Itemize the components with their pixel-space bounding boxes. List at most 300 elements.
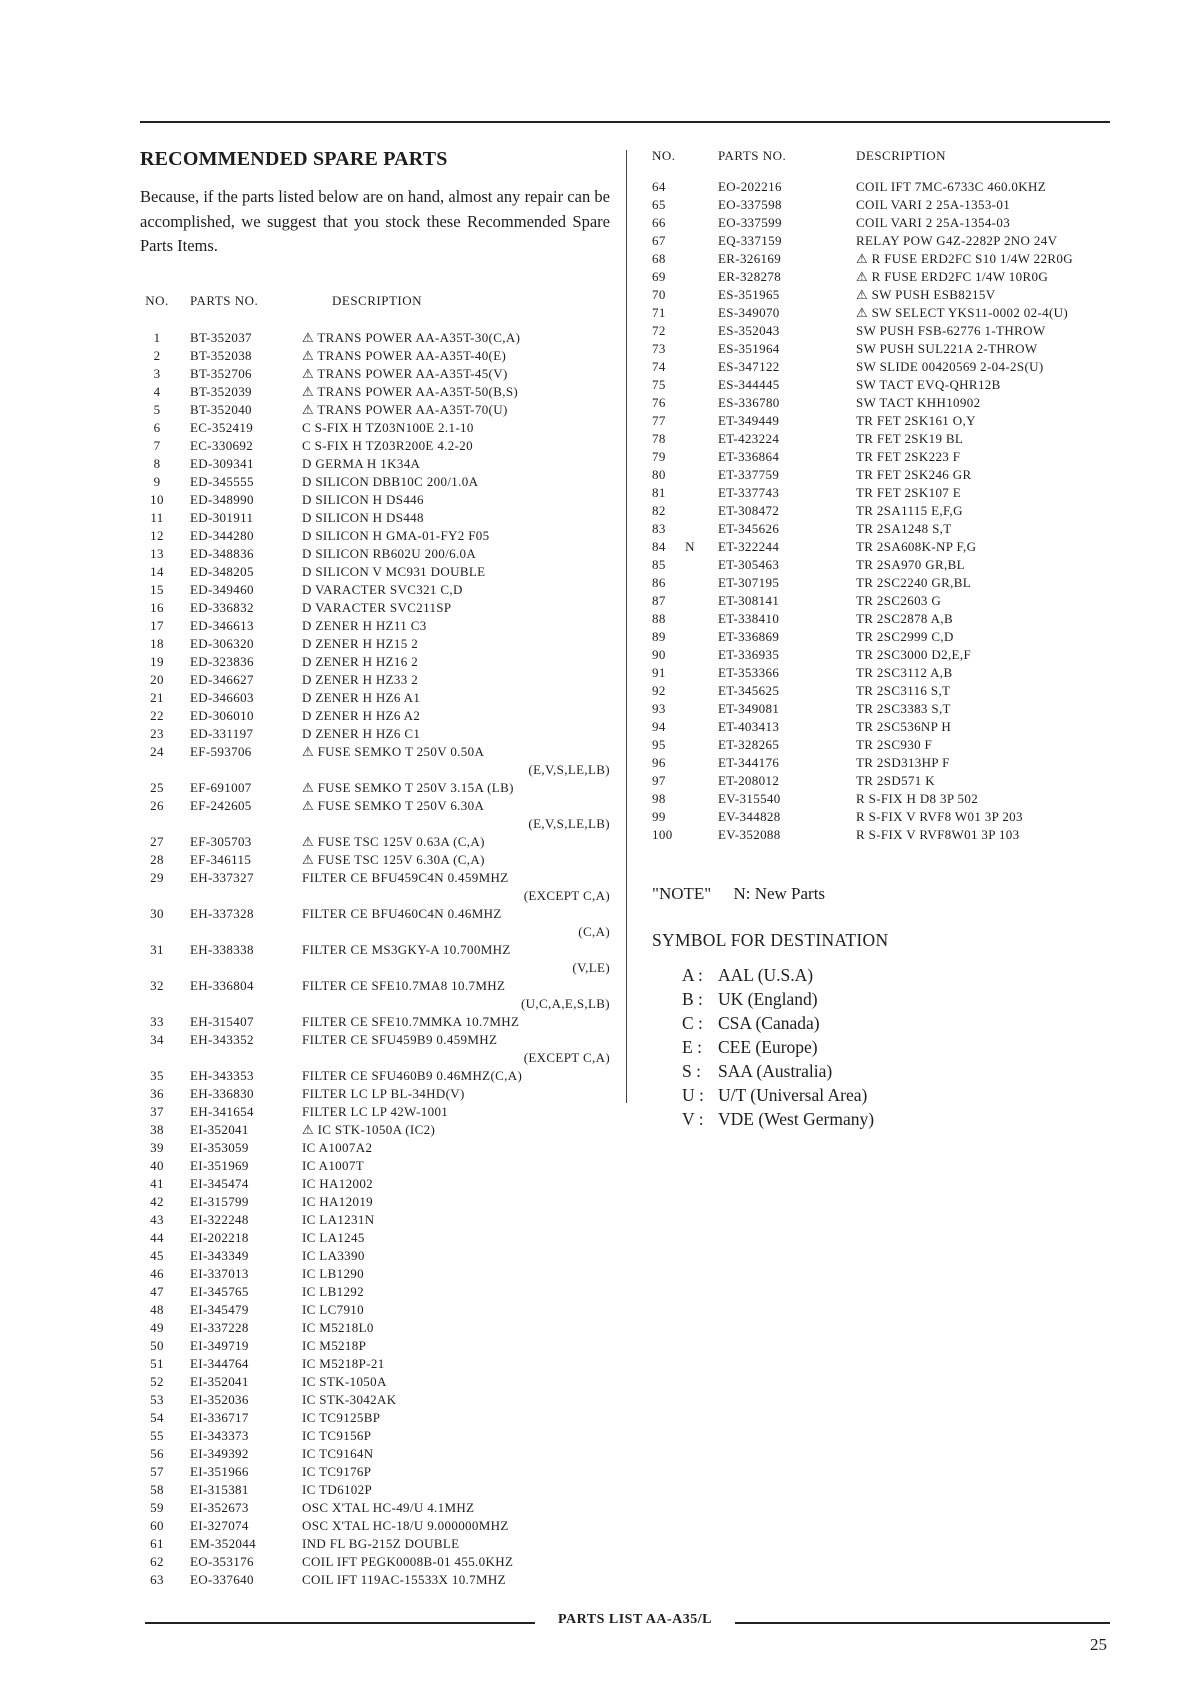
row-part-number: EQ-337159 — [718, 233, 782, 248]
top-rule — [140, 121, 1110, 123]
row-flag — [682, 718, 698, 736]
row-part-number: ET-338410 — [718, 611, 780, 626]
row-number: 18 — [150, 635, 164, 651]
row-description-text: ⚠ TRANS POWER AA-A35T-50(B,S) — [302, 383, 519, 399]
row-part-number: ED-309341 — [190, 455, 254, 471]
row-description — [302, 1373, 610, 1391]
row-number: 5 — [153, 401, 161, 417]
table-row — [652, 610, 1112, 628]
row-description-text: TR 2SA1248 S,T — [856, 521, 952, 536]
row-part-number: EO-337640 — [190, 1571, 254, 1587]
row-number: 100 — [652, 827, 673, 842]
row-flag — [174, 1553, 190, 1571]
row-flag — [682, 430, 698, 448]
row-part-number: BT-352038 — [190, 347, 252, 363]
row-part-number: EI-352041 — [190, 1373, 249, 1389]
table-row — [140, 977, 610, 1013]
row-flag — [174, 797, 190, 833]
row-description-text: ⚠ FUSE TSC 125V 6.30A (C,A) — [302, 851, 485, 867]
row-flag — [682, 556, 698, 574]
row-flag — [682, 754, 698, 772]
row-part-number: ET-336869 — [718, 629, 780, 644]
row-part-number: EI-345474 — [190, 1175, 249, 1191]
row-part-number: ED-346627 — [190, 671, 254, 687]
row-part-number: EO-337598 — [718, 197, 782, 212]
row-flag — [682, 592, 698, 610]
row-description-text: TR 2SC2603 G — [856, 593, 942, 608]
row-number: 39 — [150, 1139, 164, 1155]
row-part-number: EH-337327 — [190, 869, 254, 885]
row-description — [830, 610, 1112, 628]
row-description-text: IC M5218L0 — [302, 1319, 374, 1335]
table-row — [140, 1427, 610, 1445]
row-flag — [174, 779, 190, 797]
table-row — [652, 214, 1112, 232]
row-part-number: EI-343349 — [190, 1247, 249, 1263]
table-row — [140, 1103, 610, 1121]
row-flag — [174, 1013, 190, 1031]
row-description — [302, 725, 610, 743]
row-part-number: EF-242605 — [190, 797, 252, 813]
row-description-text: TR FET 2SK246 GR — [856, 467, 972, 482]
row-number: 53 — [150, 1391, 164, 1407]
row-description-text: FILTER CE SFU460B9 0.46MHZ(C,A) — [302, 1067, 523, 1083]
symbol-list — [652, 963, 1112, 1131]
row-description — [302, 617, 610, 635]
symbol-code: V : — [682, 1109, 704, 1129]
row-description — [302, 1355, 610, 1373]
row-number: 11 — [150, 509, 164, 525]
table-row — [140, 527, 610, 545]
row-flag — [174, 383, 190, 401]
row-flag — [174, 941, 190, 977]
row-flag — [174, 1499, 190, 1517]
row-description — [830, 772, 1112, 790]
row-description-text: TR 2SC2999 C,D — [856, 629, 954, 644]
row-description — [302, 851, 610, 869]
intro-paragraph: Because, if the parts listed below are on hand, almost any repair can be accomplished, we suggest that you stock these Recommended Spare Parts Items. — [140, 187, 610, 255]
row-description-text: TR 2SD313HP F — [856, 755, 950, 770]
row-number: 69 — [652, 269, 666, 284]
row-description-text: D GERMA H 1K34A — [302, 455, 421, 471]
table-row — [140, 689, 610, 707]
table-row — [140, 581, 610, 599]
row-flag — [174, 473, 190, 491]
row-number: 58 — [150, 1481, 164, 1497]
table-row — [140, 833, 610, 851]
row-flag — [174, 743, 190, 779]
table-row — [140, 1337, 610, 1355]
row-description — [302, 563, 610, 581]
row-number: 56 — [150, 1445, 164, 1461]
row-number: 30 — [150, 905, 164, 921]
row-part-number: ET-208012 — [718, 773, 780, 788]
row-description — [830, 664, 1112, 682]
row-part-number: ES-351964 — [718, 341, 780, 356]
row-description — [302, 689, 610, 707]
left-column — [140, 148, 610, 1589]
table-row — [652, 268, 1112, 286]
row-description-text: FILTER CE MS3GKY-A 10.700MHZ — [302, 941, 511, 957]
row-number: 92 — [652, 683, 666, 698]
row-number: 67 — [652, 233, 666, 248]
row-number: 15 — [150, 581, 164, 597]
table-row — [140, 653, 610, 671]
row-description — [302, 455, 610, 473]
row-number: 16 — [150, 599, 164, 615]
row-description — [830, 196, 1112, 214]
row-flag — [682, 664, 698, 682]
row-number: 98 — [652, 791, 666, 806]
row-part-number: ET-345625 — [718, 683, 780, 698]
table-row — [140, 1121, 610, 1139]
table-row — [652, 286, 1112, 304]
row-description-text: COIL IFT 7MC-6733C 460.0KHZ — [856, 179, 1047, 194]
row-number: 29 — [150, 869, 164, 885]
row-description — [302, 779, 610, 797]
symbol-name: SAA (Australia) — [718, 1061, 833, 1081]
row-flag — [174, 1481, 190, 1499]
table-row — [140, 329, 610, 347]
row-flag — [174, 635, 190, 653]
row-flag — [174, 1517, 190, 1535]
row-number: 91 — [652, 665, 666, 680]
table-row — [140, 347, 610, 365]
table-row — [652, 682, 1112, 700]
row-number: 82 — [652, 503, 666, 518]
row-part-number: EI-202218 — [190, 1229, 249, 1245]
table-row — [140, 869, 610, 905]
table-row — [140, 671, 610, 689]
row-part-number: EV-352088 — [718, 827, 781, 842]
table-row — [140, 1283, 610, 1301]
row-description — [302, 1571, 610, 1589]
row-part-number: EH-337328 — [190, 905, 254, 921]
row-description — [302, 581, 610, 599]
row-part-number: EH-315407 — [190, 1013, 254, 1029]
row-part-number: EV-344828 — [718, 809, 781, 824]
row-part-number: EI-327074 — [190, 1517, 249, 1533]
row-description — [302, 1391, 610, 1409]
row-description-text: TR 2SC536NP H — [856, 719, 952, 734]
row-description-text: ⚠ FUSE SEMKO T 250V 6.30A — [302, 797, 485, 813]
row-flag — [682, 376, 698, 394]
table-row — [140, 1463, 610, 1481]
row-number: 57 — [150, 1463, 164, 1479]
row-description-text: IC TC9125BP — [302, 1409, 381, 1425]
row-description — [302, 1193, 610, 1211]
row-description-extra: (EXCEPT C,A) — [523, 887, 610, 903]
row-number: 99 — [652, 809, 666, 824]
row-number: 40 — [150, 1157, 164, 1173]
row-description-text: COIL VARI 2 25A-1353-01 — [856, 197, 1011, 212]
row-description — [830, 736, 1112, 754]
row-part-number: EO-353176 — [190, 1553, 254, 1569]
row-description-text: ⚠ R FUSE ERD2FC S10 1/4W 22R0G — [856, 251, 1073, 266]
row-flag — [174, 1535, 190, 1553]
row-number: 3 — [153, 365, 161, 381]
row-description — [302, 707, 610, 725]
row-flag — [174, 833, 190, 851]
row-part-number: ET-328265 — [718, 737, 780, 752]
row-number: 52 — [150, 1373, 164, 1389]
row-description — [302, 1481, 610, 1499]
row-part-number: EI-353059 — [190, 1139, 249, 1155]
left-parts-table — [140, 329, 610, 1589]
table-row — [652, 430, 1112, 448]
row-part-number: EF-593706 — [190, 743, 252, 759]
row-description-text: TR 2SC3116 S,T — [856, 683, 951, 698]
col-no-header: NO. — [145, 292, 169, 308]
row-part-number: EI-345479 — [190, 1301, 249, 1317]
row-flag — [174, 365, 190, 383]
row-part-number: ET-337759 — [718, 467, 780, 482]
row-description-text: OSC X'TAL HC-18/U 9.000000MHZ — [302, 1517, 509, 1533]
table-row — [140, 1301, 610, 1319]
table-row — [652, 250, 1112, 268]
row-description-text: IC STK-1050A — [302, 1373, 387, 1389]
row-number: 10 — [150, 491, 164, 507]
row-description — [302, 1175, 610, 1193]
table-row — [140, 617, 610, 635]
table-row — [652, 538, 1112, 556]
row-number: 71 — [652, 305, 666, 320]
row-part-number: ED-344280 — [190, 527, 254, 543]
table-row — [140, 1517, 610, 1535]
row-description-text: D ZENER H HZ33 2 — [302, 671, 419, 687]
table-row — [140, 1481, 610, 1499]
row-description — [302, 473, 610, 491]
symbol-item — [682, 1035, 1112, 1059]
symbol-code: S : — [682, 1061, 701, 1081]
row-description-text: FILTER LC LP BL-34HD(V) — [302, 1085, 465, 1101]
row-number: 86 — [652, 575, 666, 590]
row-description — [830, 556, 1112, 574]
row-part-number: EI-343373 — [190, 1427, 249, 1443]
row-flag — [174, 905, 190, 941]
table-row — [652, 340, 1112, 358]
row-part-number: EI-349392 — [190, 1445, 249, 1461]
table-row — [140, 1229, 610, 1247]
table-row — [652, 322, 1112, 340]
row-description-text: R S-FIX V RVF8W01 3P 103 — [856, 827, 1020, 842]
row-description — [302, 1409, 610, 1427]
symbol-code: B : — [682, 989, 703, 1009]
row-description — [302, 1013, 610, 1031]
row-description-text: IC A1007T — [302, 1157, 365, 1173]
row-description — [830, 466, 1112, 484]
table-row — [140, 1445, 610, 1463]
row-description — [302, 1445, 610, 1463]
row-description-text: COIL VARI 2 25A-1354-03 — [856, 215, 1011, 230]
symbol-item — [682, 1011, 1112, 1035]
row-number: 8 — [153, 455, 161, 471]
row-part-number: EC-330692 — [190, 437, 254, 453]
row-description-text: IC TD6102P — [302, 1481, 373, 1497]
row-number: 6 — [153, 419, 161, 435]
row-flag — [682, 358, 698, 376]
row-part-number: BT-352037 — [190, 329, 252, 345]
row-flag — [682, 520, 698, 538]
row-part-number: EI-352041 — [190, 1121, 249, 1137]
row-number: 90 — [652, 647, 666, 662]
row-description — [830, 448, 1112, 466]
row-description-text: IC M5218P-21 — [302, 1355, 385, 1371]
row-flag — [174, 581, 190, 599]
row-part-number: ED-323836 — [190, 653, 254, 669]
row-description-text: SW PUSH FSB-62776 1-THROW — [856, 323, 1046, 338]
row-description — [830, 376, 1112, 394]
row-description — [302, 347, 610, 365]
row-part-number: ET-308141 — [718, 593, 780, 608]
row-description-text: ⚠ TRANS POWER AA-A35T-70(U) — [302, 401, 508, 417]
row-part-number: EV-315540 — [718, 791, 781, 806]
table-row — [652, 646, 1112, 664]
table-row — [140, 1355, 610, 1373]
row-flag — [682, 448, 698, 466]
table-row — [140, 743, 610, 779]
table-row — [652, 376, 1112, 394]
row-description-text: D ZENER H HZ16 2 — [302, 653, 419, 669]
row-description — [302, 941, 610, 977]
row-description — [302, 1337, 610, 1355]
row-part-number: ET-345626 — [718, 521, 780, 536]
row-description-text: IC LA1245 — [302, 1229, 365, 1245]
table-row — [140, 1571, 610, 1589]
row-flag — [682, 196, 698, 214]
row-flag — [174, 491, 190, 509]
row-flag — [682, 250, 698, 268]
row-description — [302, 1247, 610, 1265]
row-flag — [682, 646, 698, 664]
row-flag — [174, 1409, 190, 1427]
row-part-number: EF-305703 — [190, 833, 252, 849]
row-part-number: EI-344764 — [190, 1355, 249, 1371]
table-row — [140, 599, 610, 617]
symbol-item — [682, 963, 1112, 987]
row-description — [302, 1283, 610, 1301]
row-flag — [174, 689, 190, 707]
row-flag — [682, 304, 698, 322]
row-part-number: ET-337743 — [718, 485, 780, 500]
row-part-number: EM-352044 — [190, 1535, 256, 1551]
table-row — [140, 941, 610, 977]
row-flag — [174, 1427, 190, 1445]
row-number: 95 — [652, 737, 666, 752]
row-number: 27 — [150, 833, 164, 849]
table-row — [652, 448, 1112, 466]
row-part-number: EI-315381 — [190, 1481, 249, 1497]
row-flag — [174, 1265, 190, 1283]
row-description-text: COIL IFT 119AC-15533X 10.7MHZ — [302, 1571, 506, 1587]
row-part-number: ET-308472 — [718, 503, 780, 518]
row-description-text: IC TC9164N — [302, 1445, 374, 1461]
row-part-number: EF-691007 — [190, 779, 252, 795]
table-row — [140, 1013, 610, 1031]
row-description — [302, 401, 610, 419]
row-description — [830, 214, 1112, 232]
row-part-number: ET-336935 — [718, 647, 780, 662]
table-row — [140, 1535, 610, 1553]
row-part-number: ES-349070 — [718, 305, 780, 320]
table-row — [140, 851, 610, 869]
row-part-number: ET-349081 — [718, 701, 780, 716]
row-number: 89 — [652, 629, 666, 644]
row-flag — [682, 682, 698, 700]
table-row — [140, 635, 610, 653]
symbol-heading: SYMBOL FOR DESTINATION — [652, 930, 889, 950]
row-flag — [174, 1139, 190, 1157]
row-description — [302, 1517, 610, 1535]
symbol-name: VDE (West Germany) — [718, 1109, 875, 1129]
row-description-text: IC LB1290 — [302, 1265, 365, 1281]
row-flag — [174, 563, 190, 581]
row-description-text: SW TACT EVQ-QHR12B — [856, 377, 1001, 392]
row-flag — [174, 1085, 190, 1103]
row-flag — [682, 178, 698, 196]
row-description — [830, 826, 1112, 844]
row-number: 66 — [652, 215, 666, 230]
table-row — [140, 1319, 610, 1337]
row-description-text: D VARACTER SVC211SP — [302, 599, 452, 615]
row-number: 70 — [652, 287, 666, 302]
row-flag — [682, 628, 698, 646]
row-flag — [174, 653, 190, 671]
row-number: 23 — [150, 725, 164, 741]
row-number: 37 — [150, 1103, 164, 1119]
row-number: 48 — [150, 1301, 164, 1317]
row-description-text: FILTER CE SFE10.7MA8 10.7MHZ — [302, 977, 506, 993]
row-description — [302, 1067, 610, 1085]
table-row — [140, 545, 610, 563]
row-number: 64 — [652, 179, 666, 194]
row-flag — [682, 502, 698, 520]
row-description-text: FILTER CE SFU459B9 0.459MHZ — [302, 1031, 498, 1047]
row-number: 33 — [150, 1013, 164, 1029]
row-flag — [682, 808, 698, 826]
symbol-name: U/T (Universal Area) — [718, 1085, 868, 1105]
row-flag — [174, 1175, 190, 1193]
row-part-number: EI-337228 — [190, 1319, 249, 1335]
row-description — [302, 905, 610, 941]
row-description-text: R S-FIX H D8 3P 502 — [856, 791, 979, 806]
symbol-name: UK (England) — [718, 989, 818, 1009]
row-description — [302, 743, 610, 779]
row-number: 35 — [150, 1067, 164, 1083]
col-description-header: DESCRIPTION — [856, 148, 947, 163]
row-flag — [174, 527, 190, 545]
row-number: 77 — [652, 413, 666, 428]
row-description-text: SW SLIDE 00420569 2-04-2S(U) — [856, 359, 1044, 374]
row-part-number: ED-346613 — [190, 617, 254, 633]
row-number: 46 — [150, 1265, 164, 1281]
row-flag — [682, 610, 698, 628]
row-number: 34 — [150, 1031, 164, 1047]
row-number: 60 — [150, 1517, 164, 1533]
row-number: 84 — [652, 539, 666, 554]
row-part-number: ED-348205 — [190, 563, 254, 579]
row-description — [830, 574, 1112, 592]
row-description — [830, 808, 1112, 826]
row-flag — [174, 725, 190, 743]
row-number: 78 — [652, 431, 666, 446]
row-flag — [174, 1067, 190, 1085]
table-row — [140, 509, 610, 527]
row-description-text: ⚠ TRANS POWER AA-A35T-40(E) — [302, 347, 507, 363]
row-number: 38 — [150, 1121, 164, 1137]
col-parts-no-header: PARTS NO. — [190, 292, 259, 308]
row-description-text: ⚠ FUSE SEMKO T 250V 3.15A (LB) — [302, 779, 514, 795]
